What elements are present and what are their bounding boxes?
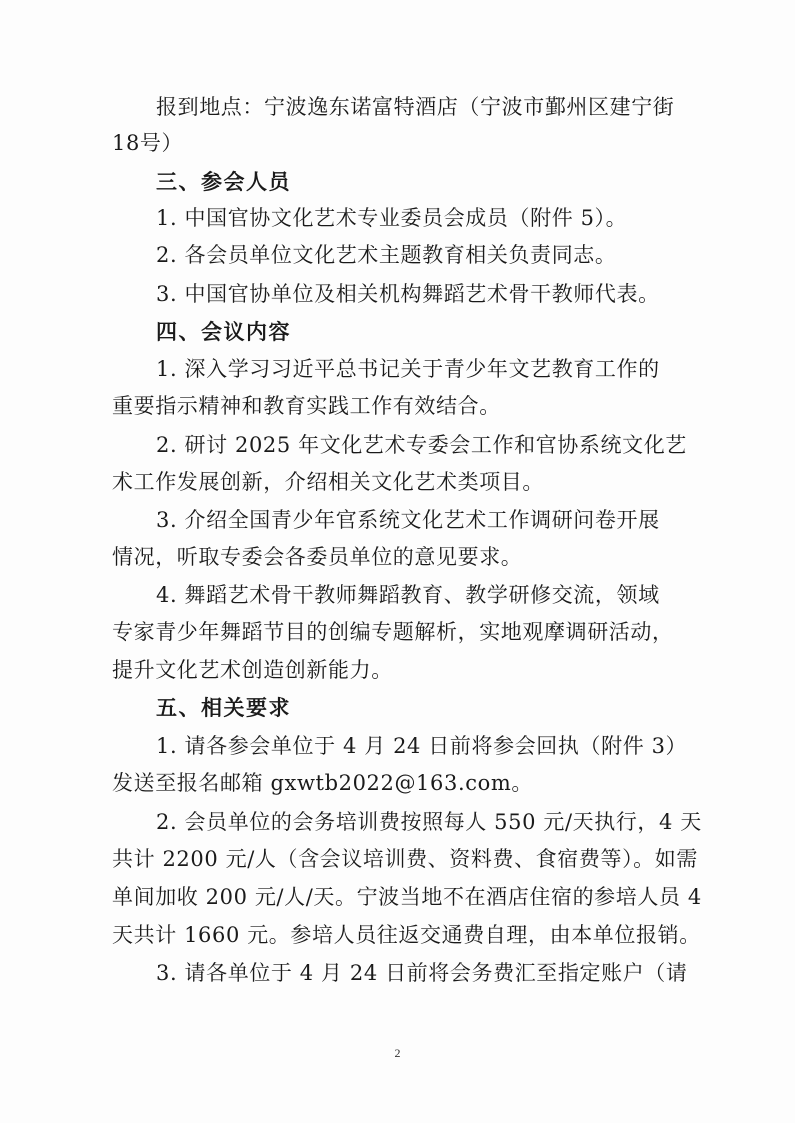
section-heading: 五、相关要求 — [156, 696, 291, 720]
text-line: 1. 深入学习习近平总书记关于青少年文艺教育工作的 — [156, 357, 660, 381]
text-line: 术工作发展创新，介绍相关文化艺术类项目。 — [112, 470, 544, 494]
text-line: 报到地点：宁波逸东诺富特酒店（宁波市鄞州区建宁街 — [156, 95, 675, 119]
text-line: 3. 请各单位于 4 月 24 日前将会务费汇至指定账户（请 — [156, 961, 688, 985]
text-line: 18号） — [112, 131, 184, 155]
text-line: 3. 中国官协单位及相关机构舞蹈艺术骨干教师代表。 — [156, 282, 660, 306]
text-line: 4. 舞蹈艺术骨干教师舞蹈教育、教学研修交流，领域 — [156, 583, 660, 607]
text-line: 1. 中国官协文化艺术专业委员会成员（附件 5）。 — [156, 206, 628, 230]
text-line: 提升文化艺术创造创新能力。 — [112, 658, 393, 682]
text-line: 发送至报名邮箱 gxwtb2022@163.com。 — [112, 771, 533, 795]
text-line: 2. 研讨 2025 年文化艺术专委会工作和官协系统文化艺 — [156, 433, 687, 457]
text-line: 2. 会员单位的会务培训费按照每人 550 元/天执行，4 天 — [156, 810, 702, 834]
text-line: 3. 介绍全国青少年官系统文化艺术工作调研问卷开展 — [156, 508, 660, 532]
text-line: 专家青少年舞蹈节目的创编专题解析，实地观摩调研活动， — [112, 620, 674, 644]
page-number: 2 — [394, 1046, 401, 1060]
text-line: 情况，听取专委会各委员单位的意见要求。 — [112, 545, 523, 569]
text-line: 2. 各会员单位文化艺术主题教育相关负责同志。 — [156, 243, 617, 267]
text-line: 共计 2200 元/人（含会议培训费、资料费、食宿费等）。如需 — [112, 847, 698, 871]
section-heading: 三、参会人员 — [156, 170, 291, 194]
text-line: 重要指示精神和教育实践工作有效结合。 — [112, 394, 501, 418]
text-line: 1. 请各参会单位于 4 月 24 日前将参会回执（附件 3） — [156, 734, 688, 758]
text-line: 单间加收 200 元/人/天。宁波当地不在酒店住宿的参培人员 4 — [112, 885, 702, 909]
text-line: 天共计 1660 元。参培人员往返交通费自理，由本单位报销。 — [112, 923, 701, 947]
section-heading: 四、会议内容 — [156, 320, 291, 344]
